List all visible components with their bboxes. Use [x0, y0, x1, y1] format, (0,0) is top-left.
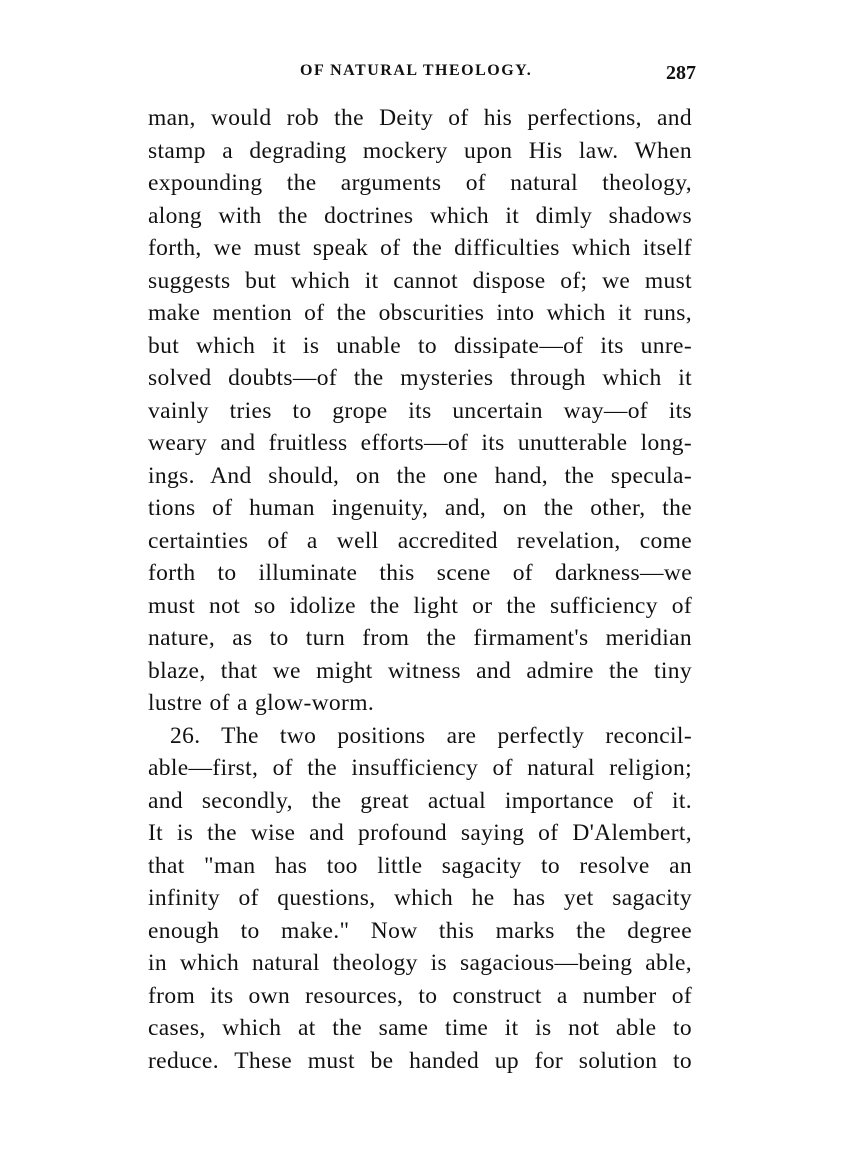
text-line: cases, which at the same time it is not able to	[148, 1015, 692, 1041]
text-line: certainties of a well accredited revelation, come	[148, 527, 692, 554]
text-line: nature, as to turn from the firmament's meridian	[148, 625, 692, 651]
running-head	[148, 62, 696, 86]
text-line: expounding the arguments of natural theology,	[148, 170, 692, 196]
text-line: must not so idolize the light or the sufficiency of	[148, 592, 692, 619]
text-line: from its own resources, to construct a number of	[148, 982, 692, 1009]
body-text	[148, 102, 692, 1077]
text-line: blaze, that we might witness and admire the tiny	[148, 657, 692, 684]
text-line: along with the doctrines which it dimly shadows	[148, 202, 692, 229]
paragraph-26-start: 26. The two positions are perfectly reconcil-	[170, 722, 692, 749]
text-line: stamp a degrading mockery upon His law. When	[148, 137, 692, 164]
page-number: 287	[666, 62, 696, 84]
text-line: weary and fruitless efforts—of its unutterable long-	[148, 430, 692, 456]
text-line: infinity of questions, which he has yet sagacity	[148, 885, 692, 911]
text-line: that "man has too little sagacity to resolve an	[148, 852, 692, 879]
text-line: and secondly, the great actual importance of it.	[148, 787, 692, 814]
text-line: ings. And should, on the one hand, the specula-	[148, 462, 692, 489]
running-title: OF NATURAL THEOLOGY.	[300, 62, 533, 79]
text-line: forth, we must speak of the difficulties which itself	[148, 235, 692, 261]
text-line: It is the wise and profound saying of D'Alembert,	[148, 820, 692, 846]
text-line: enough to make." Now this marks the degree	[148, 917, 692, 944]
text-line: but which it is unable to dissipate—of its unre-	[148, 332, 692, 359]
text-line: in which natural theology is sagacious—being able,	[148, 950, 692, 976]
text-line: reduce. These must be handed up for solution to	[148, 1047, 692, 1074]
text-line: vainly tries to grope its uncertain way—of its	[148, 397, 692, 424]
text-line: forth to illuminate this scene of darkness—we	[148, 560, 692, 586]
text-line: make mention of the obscurities into which it runs,	[148, 300, 692, 326]
text-line: man, would rob the Deity of his perfections, and	[148, 105, 692, 131]
text-line: suggests but which it cannot dispose of; we must	[148, 267, 692, 294]
text-line: solved doubts—of the mysteries through which it	[148, 365, 692, 391]
text-line: tions of human ingenuity, and, on the other, the	[148, 495, 692, 521]
text-line: lustre of a glow-worm.	[148, 690, 375, 716]
text-line: able—first, of the insufficiency of natural religion;	[148, 755, 692, 781]
